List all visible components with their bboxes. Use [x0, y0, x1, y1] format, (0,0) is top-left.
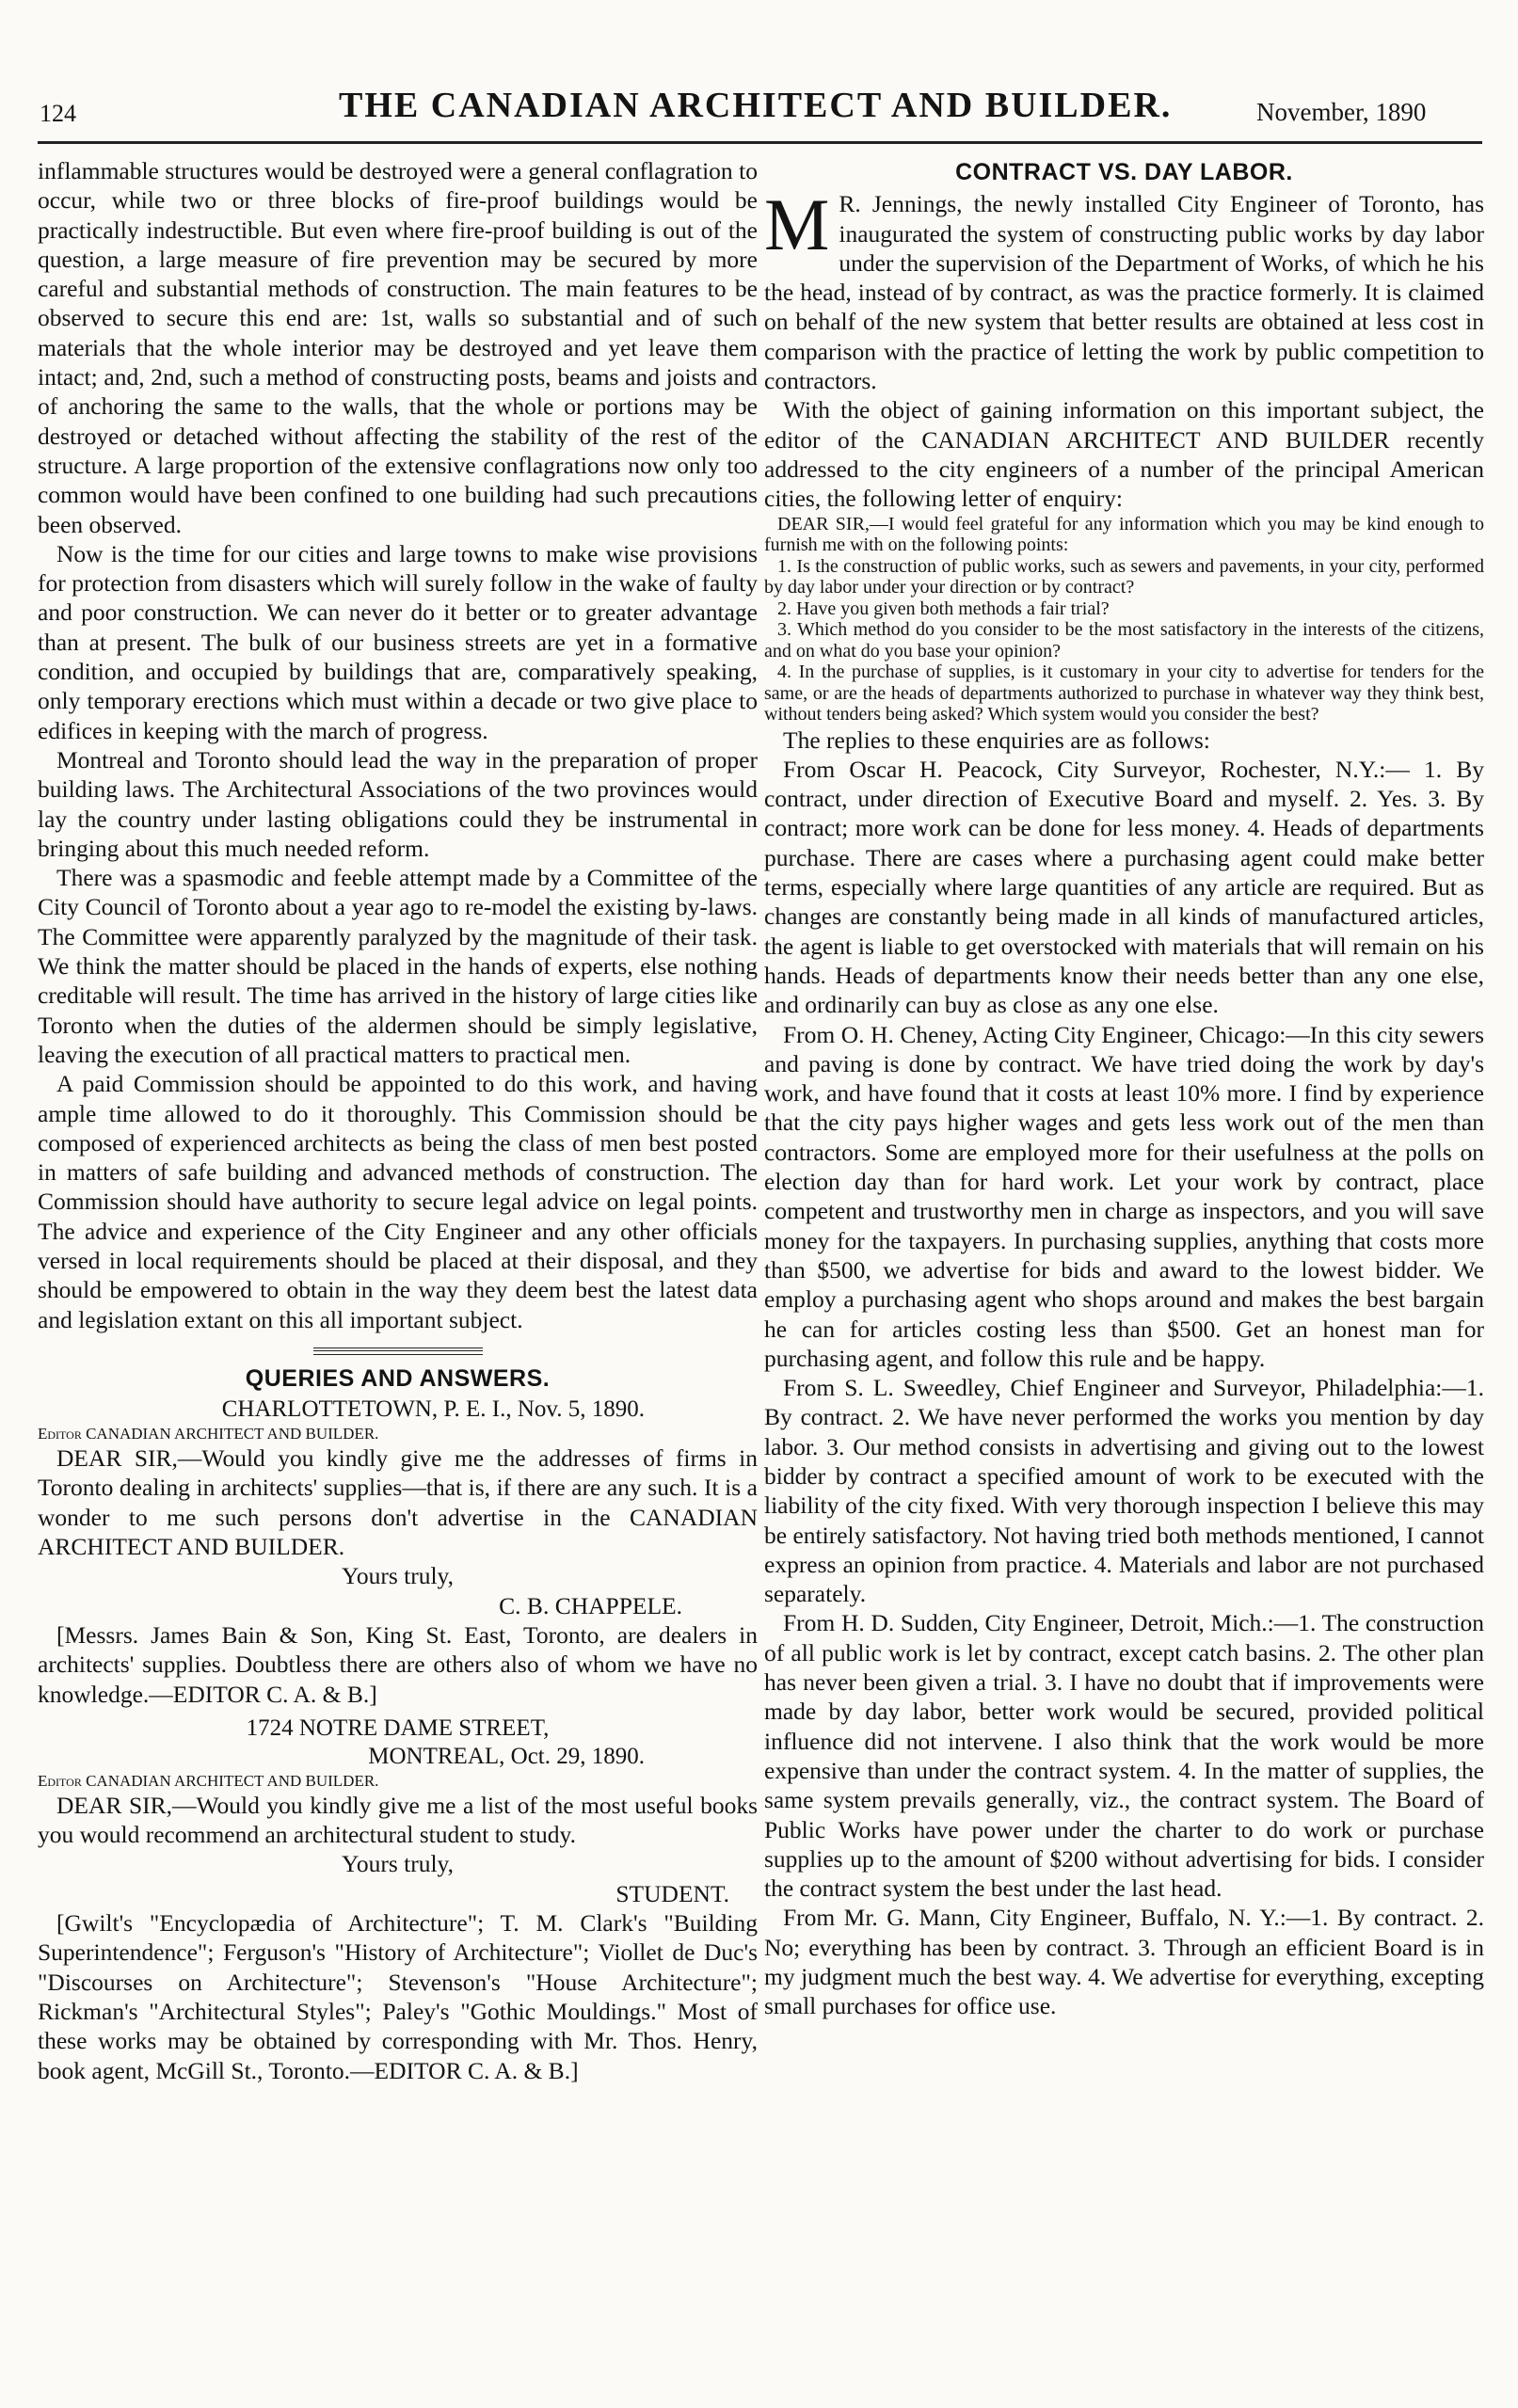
article-paragraph: There was a spasmodic and feeble attempt made by a Committee of the City Council of Toronto about a year ago to re-model the existing by-laws. The Committee were apparently paralyzed by the magnitude of their task. We think the matter should be placed in the hands of experts, else nothing creditable will result. The time has arrived in the history of large cities like Toronto when the duties of the aldermen should be simply legislative, leaving the execution of all practical matters to practical men.: [38, 864, 758, 1068]
lead-paragraph: [764, 183, 1484, 395]
article-heading: CONTRACT VS. DAY LABOR.: [955, 159, 1293, 185]
journal-title: THE CANADIAN ARCHITECT AND BUILDER.: [339, 86, 1173, 125]
letter-signature: STUDENT.: [615, 1879, 729, 1907]
header-rule: [38, 141, 1482, 144]
page-number: 124: [40, 100, 76, 127]
enquiry-point: 1. Is the construction of public works, such as sewers and pavements, in your city, performed by day labor under your direction or by contract?: [764, 555, 1484, 598]
enquiry-point: 2. Have you given both methods a fair trial?: [777, 598, 1110, 619]
reply-paragraph: From H. D. Sudden, City Engineer, Detroit, Mich.:—1. The construction of all public work is let by contract, except catch basins. 2. The other plan has never been given a trial. 3. I have no doubt that if improvements were made by day labor, better work would be secured, provided political influence did not intervene. I also think that the work would be more expensive than under the contract system. 4. In the matter of supplies, the same system prevails generally, viz., the contract system. The Board of Public Works have power under the charter to do work or purchase supplies up to the amount of $200 without advertising for bids. I consider the contract system the best under the last head.: [764, 1609, 1484, 1903]
letter-body: DEAR SIR,—Would you kindly give me a list of the most useful books you would recommend an architectural student to study.: [38, 1791, 758, 1849]
letter-body: DEAR SIR,—Would you kindly give me the addresses of firms in Toronto dealing in architects' supplies—that is, if there are any such. It is a wonder to me such persons don't advertise in the CANADIAN ARCHITECT AND BUILDER.: [38, 1444, 758, 1561]
queries-heading: QUERIES AND ANSWERS.: [245, 1364, 551, 1392]
letter-closing: Yours truly,: [341, 1850, 455, 1878]
reply-paragraph: From Mr. G. Mann, City Engineer, Buffalo, N. Y.:—1. By contract. 2. No; everything has been by contract. 3. Through an efficient Board is in my judgment much the best way. 4. We advertise for everything, excepting small purchases for office use.: [764, 1904, 1484, 2020]
running-head: [0, 83, 1518, 139]
reply-paragraph: From Oscar H. Peacock, City Surveyor, Rochester, N.Y.:— 1. By contract, under direction of Executive Board and myself. 2. Yes. 3. By contract; more work can be done for less money. 4. Heads of departments purchase. There are cases where a purchasing agent could make better terms, especially where large quantities of any article are required. But as changes are constantly being made in all kinds of manufactured articles, the agent is liable to get overstocked with materials that will remain on his hands. Heads of departments know their needs better than any one else, and ordinarily can buy as close as any one else.: [764, 755, 1484, 1019]
right-column: [764, 156, 1484, 2021]
letter-addressee: Editor CANADIAN ARCHITECT AND BUILDER.: [38, 1425, 379, 1443]
editor-answer: [Messrs. James Bain & Son, King St. East, Toronto, are dealers in architects' supplies. Doubtless there are others also of whom we have no knowledge.—EDITOR C. A. & B.]: [38, 1620, 758, 1708]
article-paragraph: Now is the time for our cities and large towns to make wise provisions for protection from disasters which will surely follow in the wake of faulty and poor construction. We can never do it better or to greater advantage than at present. The bulk of our business streets are yet in a formative condition, and occupied by buildings that are, comparatively speaking, only temporary erections which must within a decade or two give place to edifices in keeping with the march of progress.: [38, 539, 758, 744]
enquiry-point: 3. Which method do you consider to be the most satisfactory in the interests of the citizens, and on what do you base your opinion?: [764, 619, 1484, 662]
letter-dateline: MONTREAL, Oct. 29, 1890.: [368, 1743, 645, 1769]
article-paragraph: A paid Commission should be appointed to do this work, and having ample time allowed to do it thoroughly. This Commission should be composed of experienced architects as being the class of men best posted in matters of safe building and advanced methods of construction. The Commission should have authority to secure legal advice on legal points. The advice and experience of the City Engineer and any other officials versed in local requirements should be placed at their disposal, and they should be empowered to obtain in the way they deem best the latest data and legislation extant on this all important subject.: [38, 1070, 758, 1333]
drop-cap: M: [764, 183, 830, 266]
article-paragraph: Montreal and Toronto should lead the way in the preparation of proper building laws. The Architectural Associations of the two provinces would lay the country under lasting obligations could they be instrumental in bringing about this much needed reform.: [38, 745, 758, 862]
editor-answer: [Gwilt's "Encyclopædia of Architecture"; T. M. Clark's "Building Superintendence"; Ferguson's "History of Architecture"; Viollet de Duc's "Discourses on Architecture"; Stevenson's "House Architecture"; Rickman's "Architectural Styles"; Paley's "Gothic Mouldings." Most of these works may be obtained by corresponding with Mr. Thos. Henry, book agent, McGill St., Toronto.—EDITOR C. A. & B.]: [38, 1909, 758, 2084]
letter-signature: C. B. CHAPPELE.: [499, 1591, 682, 1619]
letter-addressee: Editor CANADIAN ARCHITECT AND BUILDER.: [38, 1771, 379, 1790]
section-divider: [313, 1348, 483, 1355]
reply-paragraph: From O. H. Cheney, Acting City Engineer, Chicago:—In this city sewers and paving is done by contract. We have tried doing the work by day's work, and have found that it costs at least 10% more. I find by experience that the city pays higher wages and gets less work out of the men than contractors. Some are employed more for their usefulness at the polls on election day than for hard work. Let your work by contract, place competent and trustworthy men in charge as inspectors, and you will save money for the taxpayers. In purchasing supplies, anything that costs more than $500, we advertise for bids and award to the lowest bidder. We employ a purchasing agent who shops around and makes the best bargain he can for articles costing less than $500. Get an honest man for purchasing agent, and follow this rule and be happy.: [764, 1020, 1484, 1372]
left-column: [38, 156, 758, 2085]
letter-dateline: CHARLOTTETOWN, P. E. I., Nov. 5, 1890.: [221, 1396, 645, 1423]
letter-closing: Yours truly,: [341, 1562, 455, 1590]
enquiry-salutation: DEAR SIR,—I would feel grateful for any information which you may be kind enough to furnish me with on the following points:: [764, 513, 1484, 556]
replies-intro: The replies to these enquiries are as follows:: [783, 726, 1210, 754]
lead-text: R. Jennings, the newly installed City Engineer of Toronto, has inaugurated the system of constructing public works by day labor under the supervision of the Department of Works, of which he his the head, instead of by contract, as was the practice formerly. It is claimed on behalf of the new system that better results are obtained at less cost in comparison with the practice of letting the work by public competition to contractors.: [764, 190, 1484, 395]
enquiry-letter: [764, 514, 1484, 726]
issue-date: November, 1890: [1256, 98, 1427, 126]
letter-street: 1724 NOTRE DAME STREET,: [246, 1714, 550, 1741]
enquiry-point: 4. In the purchase of supplies, is it customary in your city to advertise for tenders for the same, or are the heads of departments authorized to purchase in whatever way they think best, without tenders being asked? Which system would you consider the best?: [764, 662, 1484, 726]
reply-paragraph: From S. L. Sweedley, Chief Engineer and Surveyor, Philadelphia:—1. By contract. 2. We have never performed the works you mention by day labor. 3. Our method consists in advertising and giving out to the lowest bidder by contract a specified amount of work to be executed with the liability of the city fixed. With very thorough inspection I believe this may be entirely satisfactory. Not having tried both methods mentioned, I cannot express an opinion from practice. 4. Materials and labor are not purchased separately.: [764, 1374, 1484, 1608]
article-paragraph: inflammable structures would be destroyed were a general conflagration to occur, while two or three blocks of fire-proof buildings would be practically indestructible. But even where fire-proof building is out of the question, a large measure of fire prevention may be secured by more careful and substantial methods of construction. The main features to be observed to secure this end are: 1st, walls so substantial and of such materials that the whole interior may be destroyed and yet leave them intact; and, 2nd, such a method of constructing posts, beams and joists and of anchoring the same to the walls, that the whole or portions may be destroyed or detached without affecting the stability of the rest of the structure. A large proportion of the extensive conflagrations now only too common would have been confined to one building had such precautions been observed.: [38, 157, 758, 538]
article-paragraph: With the object of gaining information on this important subject, the editor of the CANADIAN ARCHITECT AND BUILDER recently addressed to the city engineers of a number of the principal American cities, the following letter of enquiry:: [764, 396, 1484, 513]
